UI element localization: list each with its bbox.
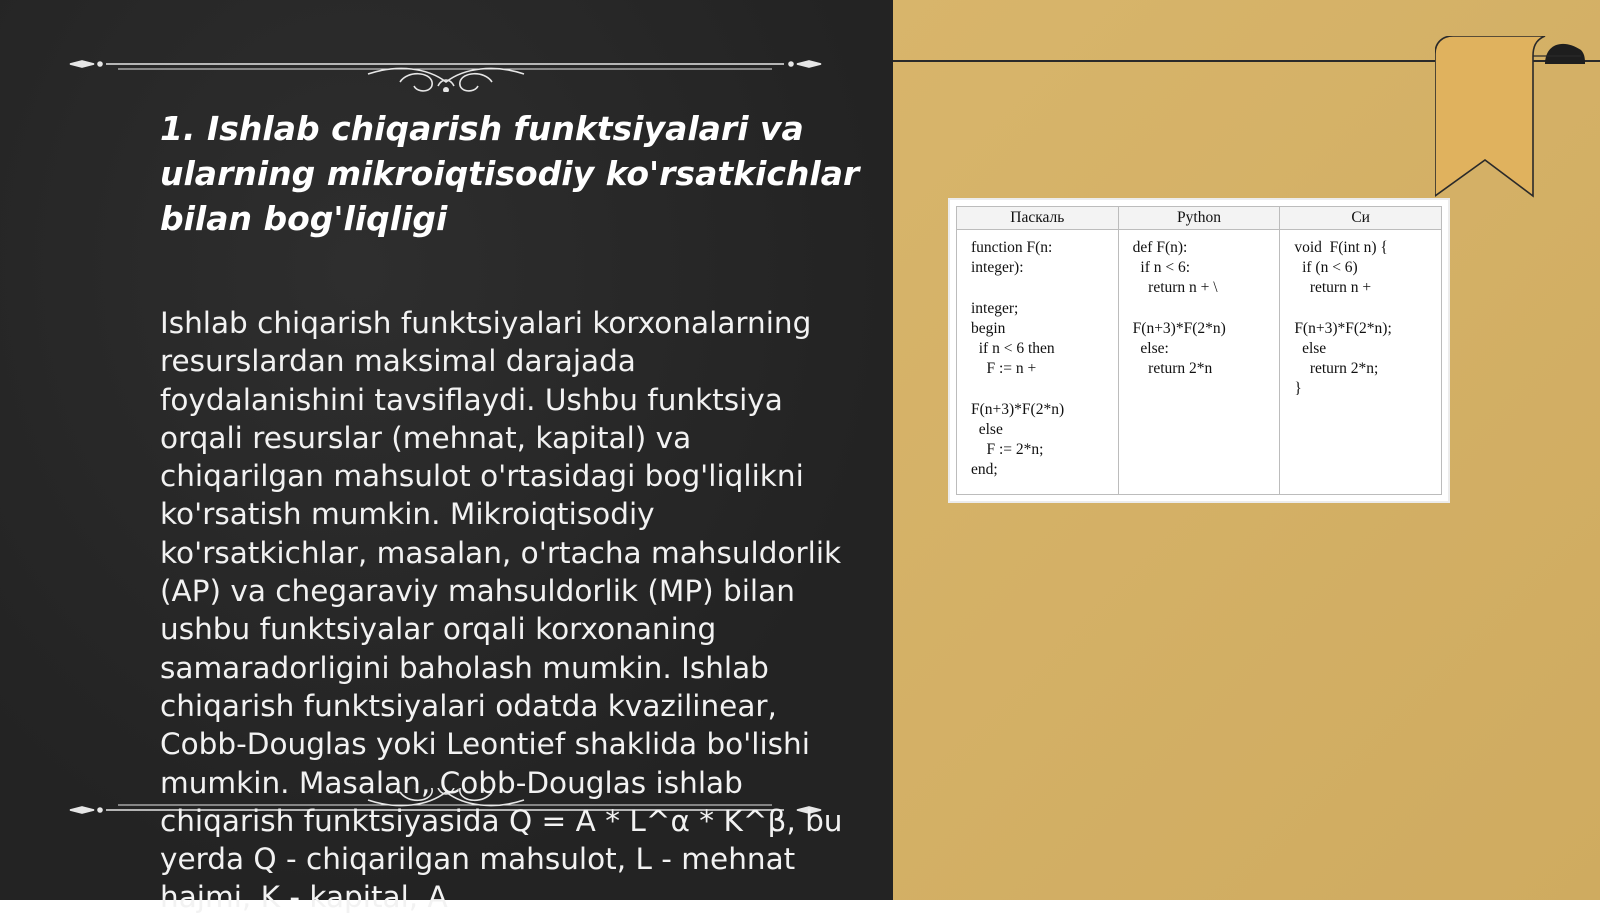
c-code: void F(int n) { if (n < 6) return n + F(n+3)*F(2*n); else return 2*n; } <box>1294 239 1392 398</box>
ornamental-divider-icon <box>68 42 823 92</box>
python-code: def F(n): if n < 6: return n + \ F(n+3)*F(2*n) else: return 2*n <box>1132 239 1226 378</box>
python-code-cell <box>1118 230 1280 495</box>
pascal-code: function F(n: integer): integer; begin if n < 6 then F := n + F(n+3)*F(2*n) else F := 2*n; end; <box>971 239 1065 479</box>
column-header-python: Python <box>1118 207 1280 230</box>
pascal-code-cell <box>957 230 1119 495</box>
slide-body-text: Ishlab chiqarish funktsiyalari korxonalarning resurslardan maksimal darajada foydalanishini tavsiflaydi. Ushbu funktsiya orqali resurslar (mehnat, kapital) va chiqarilgan mahsulot o'rtasidagi bog'liqlikni ko'rsatish mumkin. Mikroiqtisodiy ko'rsatkichlar, masalan, o'rtacha mahsuldorlik (AP) va chegaraviy mahsuldorlik (MP) bilan ushbu funktsiyalar orqali korxonaning samaradorligini baholash mumkin. Ishlab chiqarish funktsiyalari odatda kvazilinear, Cobb-Douglas yoki Leontief shaklida bo'lishi mumkin. Masalan, Cobb-Douglas ishlab chiqarish funktsiyasida Q = A * L^α * K^β, bu yerda Q - chiqarilgan mahsulot, L - mehnat hajmi, K - kapital, A <box>160 306 843 915</box>
slide-title: 1. Ishlab chiqarish funktsiyalari va ularning mikroiqtisodiy ko'rsatkichlar bilan bog'liqligi <box>160 109 860 238</box>
column-header-c: Си <box>1280 207 1442 230</box>
c-code-cell <box>1280 230 1442 495</box>
code-comparison-table <box>956 206 1442 495</box>
code-comparison-figure <box>950 200 1448 501</box>
bookmark-ribbon-icon <box>1435 36 1585 200</box>
column-header-pascal: Паскаль <box>957 207 1119 230</box>
